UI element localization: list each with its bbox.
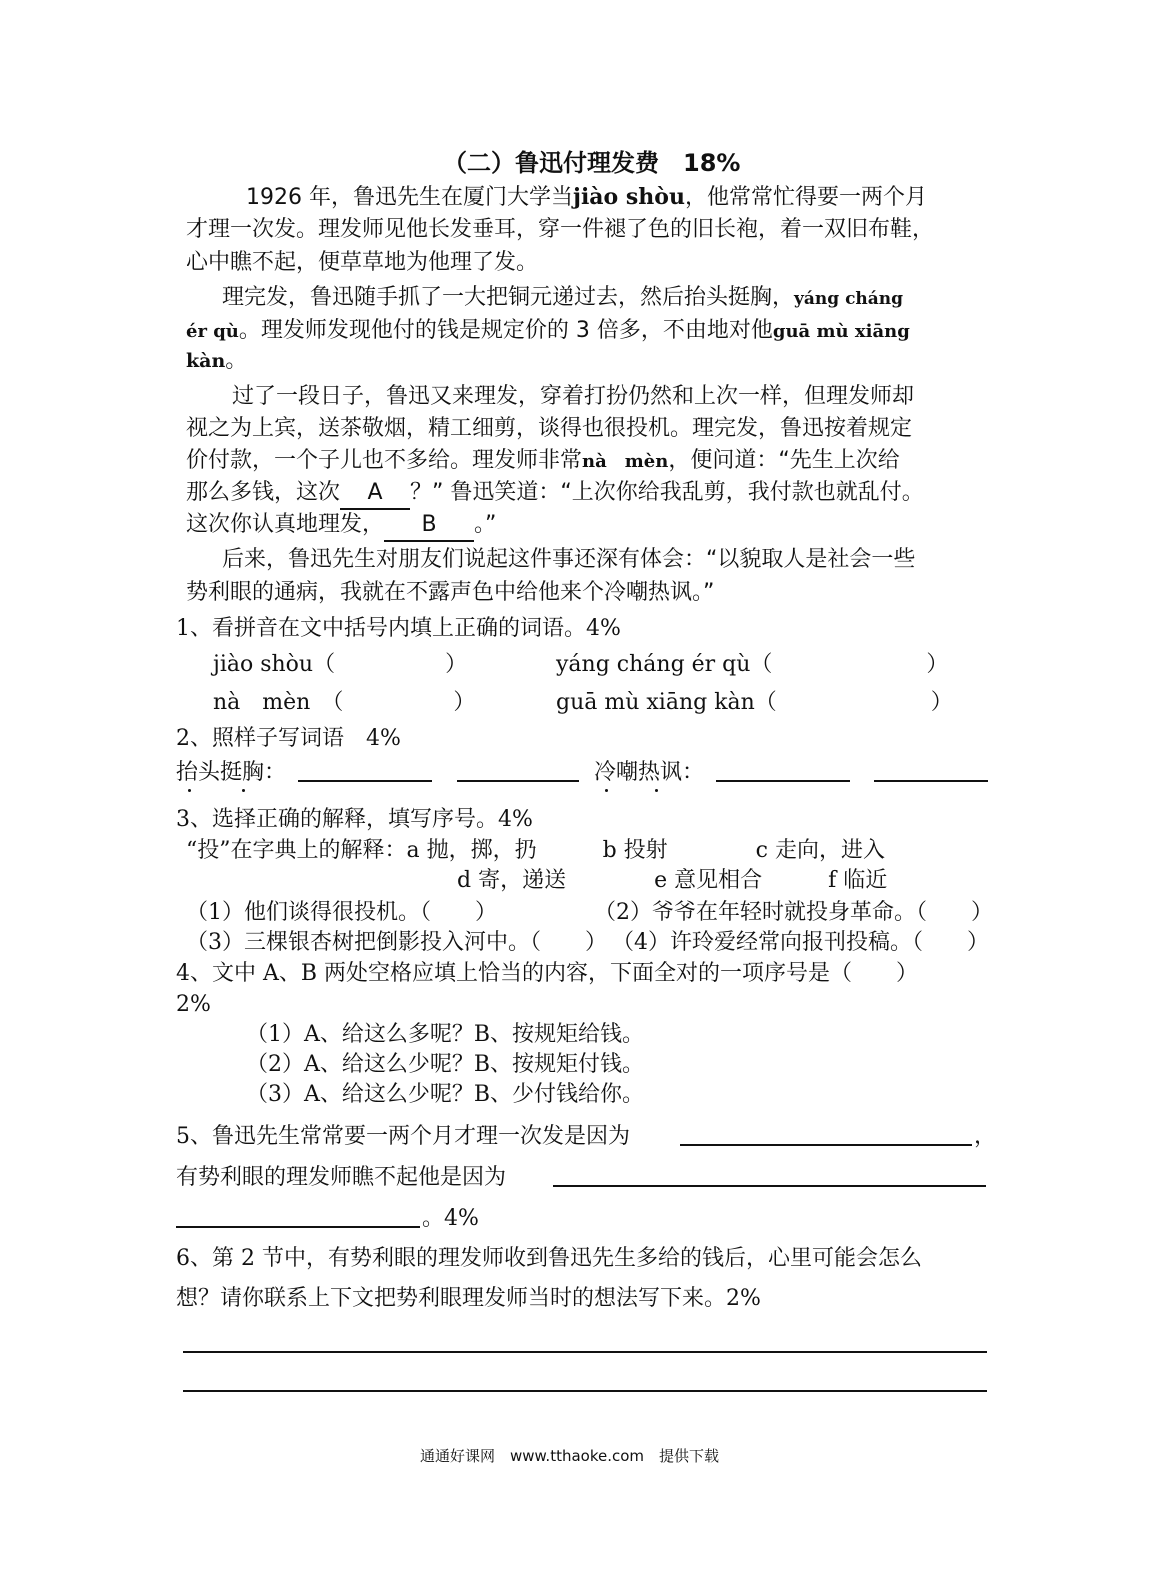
question-1-title: 1、看拼音在文中括号内填上正确的词语。4% [176, 616, 621, 641]
q6-answer-line-1[interactable] [183, 1351, 987, 1353]
q3-sentence-4[interactable]: （4）许玲爱经常向报刊投稿。（ ） [612, 930, 989, 955]
q3-sentence-1[interactable]: （1）他们谈得很投机。（ ） [186, 900, 497, 925]
question-5-line1: 5、鲁迅先生常常要一两个月才理一次发是因为 [176, 1124, 630, 1149]
q5-answer-line-1[interactable] [680, 1144, 972, 1146]
q1-guamuxiangkan-answer[interactable]: guā mù xiāng kàn（ ） [556, 690, 953, 715]
passage-p4-line2: 势利眼的通病，我就在不露声色中给他来个冷嘲热讽。” [186, 580, 715, 605]
q2-example-b: 冷嘲热讽： [594, 760, 705, 785]
pinyin-namen: nà mèn [582, 451, 669, 472]
question-2-title: 2、照样子写词语 4% [176, 726, 401, 751]
p3-text-d: ？” 鲁迅笑道：“上次你给我乱剪，我付款也就乱付。 [410, 480, 924, 505]
q2-example-a: 抬头挺胸： [176, 760, 287, 785]
p1-text-b: ，他常常忙得要一两个月 [684, 185, 927, 210]
q2-blank-3[interactable] [716, 780, 850, 782]
passage-p3-line1: 过了一段日子，鲁迅又来理发，穿着打扮仍然和上次一样，但理发师却 [232, 384, 915, 409]
passage-p4-line1: 后来，鲁迅先生对朋友们说起这件事还深有体会：“以貌取人是社会一些 [222, 547, 916, 572]
blank-b[interactable]: B [384, 510, 474, 542]
p3-text-b: ，便问道：“先生上次给 [668, 448, 900, 473]
p3-text-f: 。” [474, 512, 497, 537]
q2-blank-1[interactable] [298, 780, 432, 782]
q4-option-2[interactable]: （2）A、给这么少呢？B、按规矩付钱。 [246, 1052, 645, 1077]
question-5-line2: 有势利眼的理发师瞧不起他是因为 [176, 1165, 507, 1190]
q6-answer-line-2[interactable] [183, 1390, 987, 1392]
passage-p1-line1 [246, 182, 927, 213]
passage-p1-line2: 才理一次发。理发师见他长发垂耳，穿一件褪了色的旧长袍，着一双旧布鞋， [186, 217, 935, 242]
emphasis-dot [242, 789, 245, 792]
passage-p3-line2: 视之为上宾，送茶敬烟，精工细剪，谈得也很投机。理完发，鲁迅按着规定 [186, 416, 913, 441]
p2-text-a: 理完发，鲁迅随手抓了一大把铜元递过去，然后抬头挺胸， [222, 285, 795, 310]
passage-p1-line3: 心中瞧不起，便草草地为他理了发。 [186, 250, 539, 275]
pinyin-erqu: ér qù [186, 321, 239, 342]
passage-p2-line2 [186, 316, 910, 347]
q3-definitions-line1: “投”在字典上的解释：a 抛，掷，扔 b 投射 c 走向，进入 [186, 838, 885, 863]
q4-percent: 2% [176, 992, 211, 1017]
emphasis-dot [655, 789, 658, 792]
passage-p2-line3 [186, 346, 247, 376]
emphasis-dot [605, 789, 608, 792]
q3-sentence-2[interactable]: （2）爷爷在年轻时就投身革命。（ ） [594, 900, 993, 925]
q3-sentence-3[interactable]: （3）三棵银杏树把倒影投入河中。（ ） [186, 930, 607, 955]
p2-text-end: 。 [225, 348, 248, 373]
passage-p2-line1 [222, 283, 903, 314]
pinyin-guamuxiang: guā mù xiāng [772, 321, 910, 342]
passage-p3-line3 [186, 446, 900, 477]
pinyin-yangchang: yáng cháng [794, 289, 904, 309]
question-6-line1: 6、第 2 节中，有势利眼的理发师收到鲁迅先生多给的钱后，心里可能会怎么 [176, 1246, 922, 1271]
passage-p3-line5 [186, 510, 496, 542]
q1-jiaoshou-answer[interactable]: jiào shòu（ ） [213, 652, 468, 677]
passage-p3-line4 [186, 478, 924, 510]
q2-blank-2[interactable] [457, 780, 579, 782]
q1-yangchangerqu-answer[interactable]: yáng cháng ér qù（ ） [556, 652, 949, 677]
page-title: （二）鲁迅付理发费 18% [443, 149, 741, 177]
question-6-line2: 想？请你联系上下文把势利眼理发师当时的想法写下来。2% [176, 1286, 761, 1311]
q5-percent: 。4% [422, 1206, 479, 1231]
q4-option-1[interactable]: （1）A、给这么多呢？B、按规矩给钱。 [246, 1022, 645, 1047]
q5-answer-line-3[interactable] [176, 1226, 420, 1228]
p3-text-e: 这次你认真地理发， [186, 512, 385, 537]
q5-answer-line-2[interactable] [553, 1185, 986, 1187]
q5-comma: ， [974, 1124, 997, 1149]
p1-text-a: 1926 年，鲁迅先生在厦门大学当 [246, 185, 573, 210]
pinyin-jiaoshou: jiào shòu [572, 184, 685, 210]
blank-a[interactable]: A [340, 478, 410, 510]
q4-option-3[interactable]: （3）A、给这么少呢？B、少付钱给你。 [246, 1082, 645, 1107]
q1-namen-answer[interactable]: nà mèn （ ） [213, 690, 476, 715]
footer-source: 通通好课网 www.tthaoke.com 提供下载 [420, 1447, 720, 1465]
question-4-title: 4、文中 A、B 两处空格应填上恰当的内容，下面全对的一项序号是（ ） [176, 961, 919, 986]
p3-text-c: 那么多钱，这次 [186, 480, 341, 505]
p3-text-a: 价付款，一个子儿也不多给。理发师非常 [186, 448, 583, 473]
q3-definitions-line2: d 寄，递送 e 意见相合 f 临近 [457, 868, 888, 893]
q2-blank-4[interactable] [874, 780, 988, 782]
p2-text-b: 。理发师发现他付的钱是规定价的 3 倍多，不由地对他 [238, 318, 773, 343]
emphasis-dot [188, 789, 191, 792]
pinyin-kan: kàn [186, 350, 226, 372]
question-3-title: 3、选择正确的解释，填写序号。4% [176, 807, 533, 832]
